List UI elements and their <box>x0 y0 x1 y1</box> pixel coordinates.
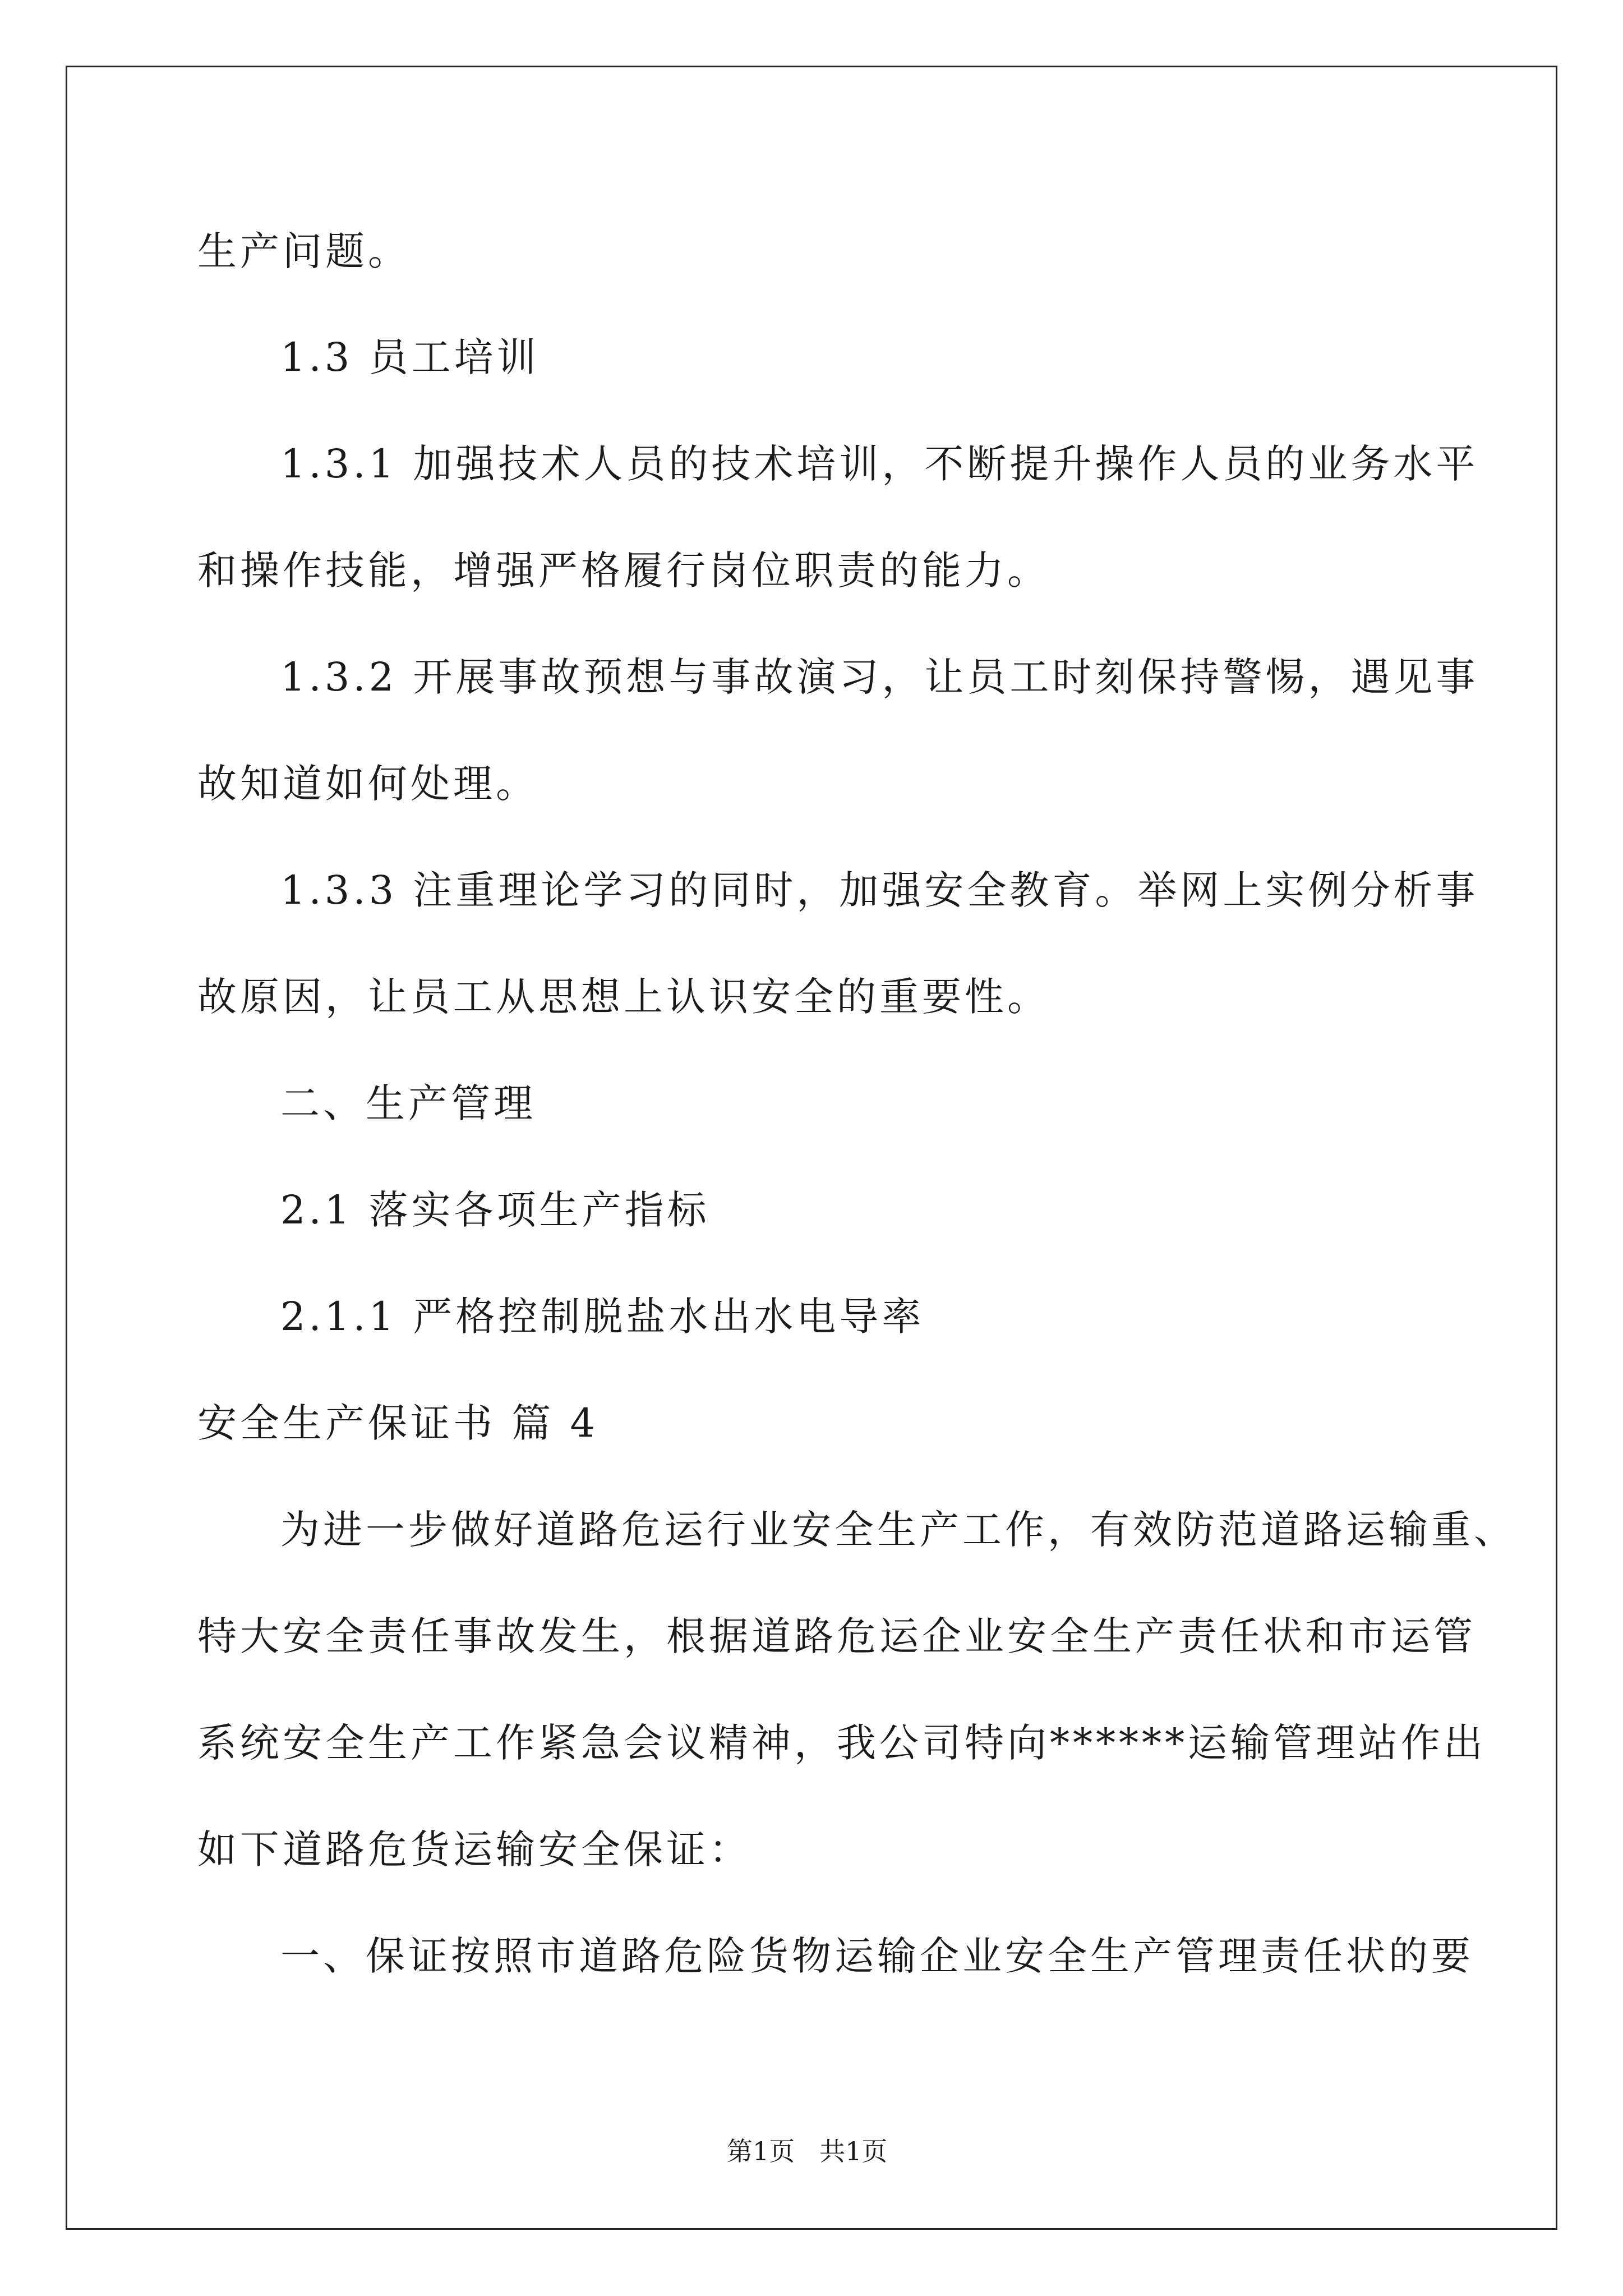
paragraph-line: 如下道路危货运输安全保证： <box>197 1826 751 1872</box>
paragraph-line: 故原因，让员工从思想上认识安全的重要性。 <box>197 974 1050 1020</box>
page-border <box>66 66 1557 2230</box>
paragraph-line: 为进一步做好道路危运行业安全生产工作，有效防范道路运输重、 <box>280 1507 1516 1553</box>
paragraph-line: 1.3.1 加强技术人员的技术培训，不断提升操作人员的业务水平 <box>280 441 1479 487</box>
paragraph-line: 2.1.1 严格控制脱盐水出水电导率 <box>280 1294 925 1340</box>
section-heading: 二、生产管理 <box>280 1080 536 1126</box>
page-footer: 第1页 共1页 <box>727 2136 888 2166</box>
paragraph-line: 故知道如何处理。 <box>197 761 538 807</box>
document-title: 安全生产保证书 篇 4 <box>197 1400 599 1446</box>
paragraph-line: 一、保证按照市道路危险货物运输企业安全生产管理责任状的要 <box>280 1933 1474 1979</box>
paragraph-line: 1.3.3 注重理论学习的同时，加强安全教育。举网上实例分析事 <box>280 867 1479 913</box>
paragraph-line: 特大安全责任事故发生，根据道路危运企业安全生产责任状和市运管 <box>197 1613 1476 1659</box>
section-heading: 2.1 落实各项生产指标 <box>280 1187 710 1233</box>
paragraph-line: 生产问题。 <box>197 228 411 274</box>
paragraph-line: 系统安全生产工作紧急会议精神，我公司特向******运输管理站作出 <box>197 1720 1486 1766</box>
section-heading: 1.3 员工培训 <box>280 334 540 380</box>
paragraph-line: 和操作技能，增强严格履行岗位职责的能力。 <box>197 547 1050 593</box>
paragraph-line: 1.3.2 开展事故预想与事故演习，让员工时刻保持警惕，遇见事 <box>280 654 1479 700</box>
